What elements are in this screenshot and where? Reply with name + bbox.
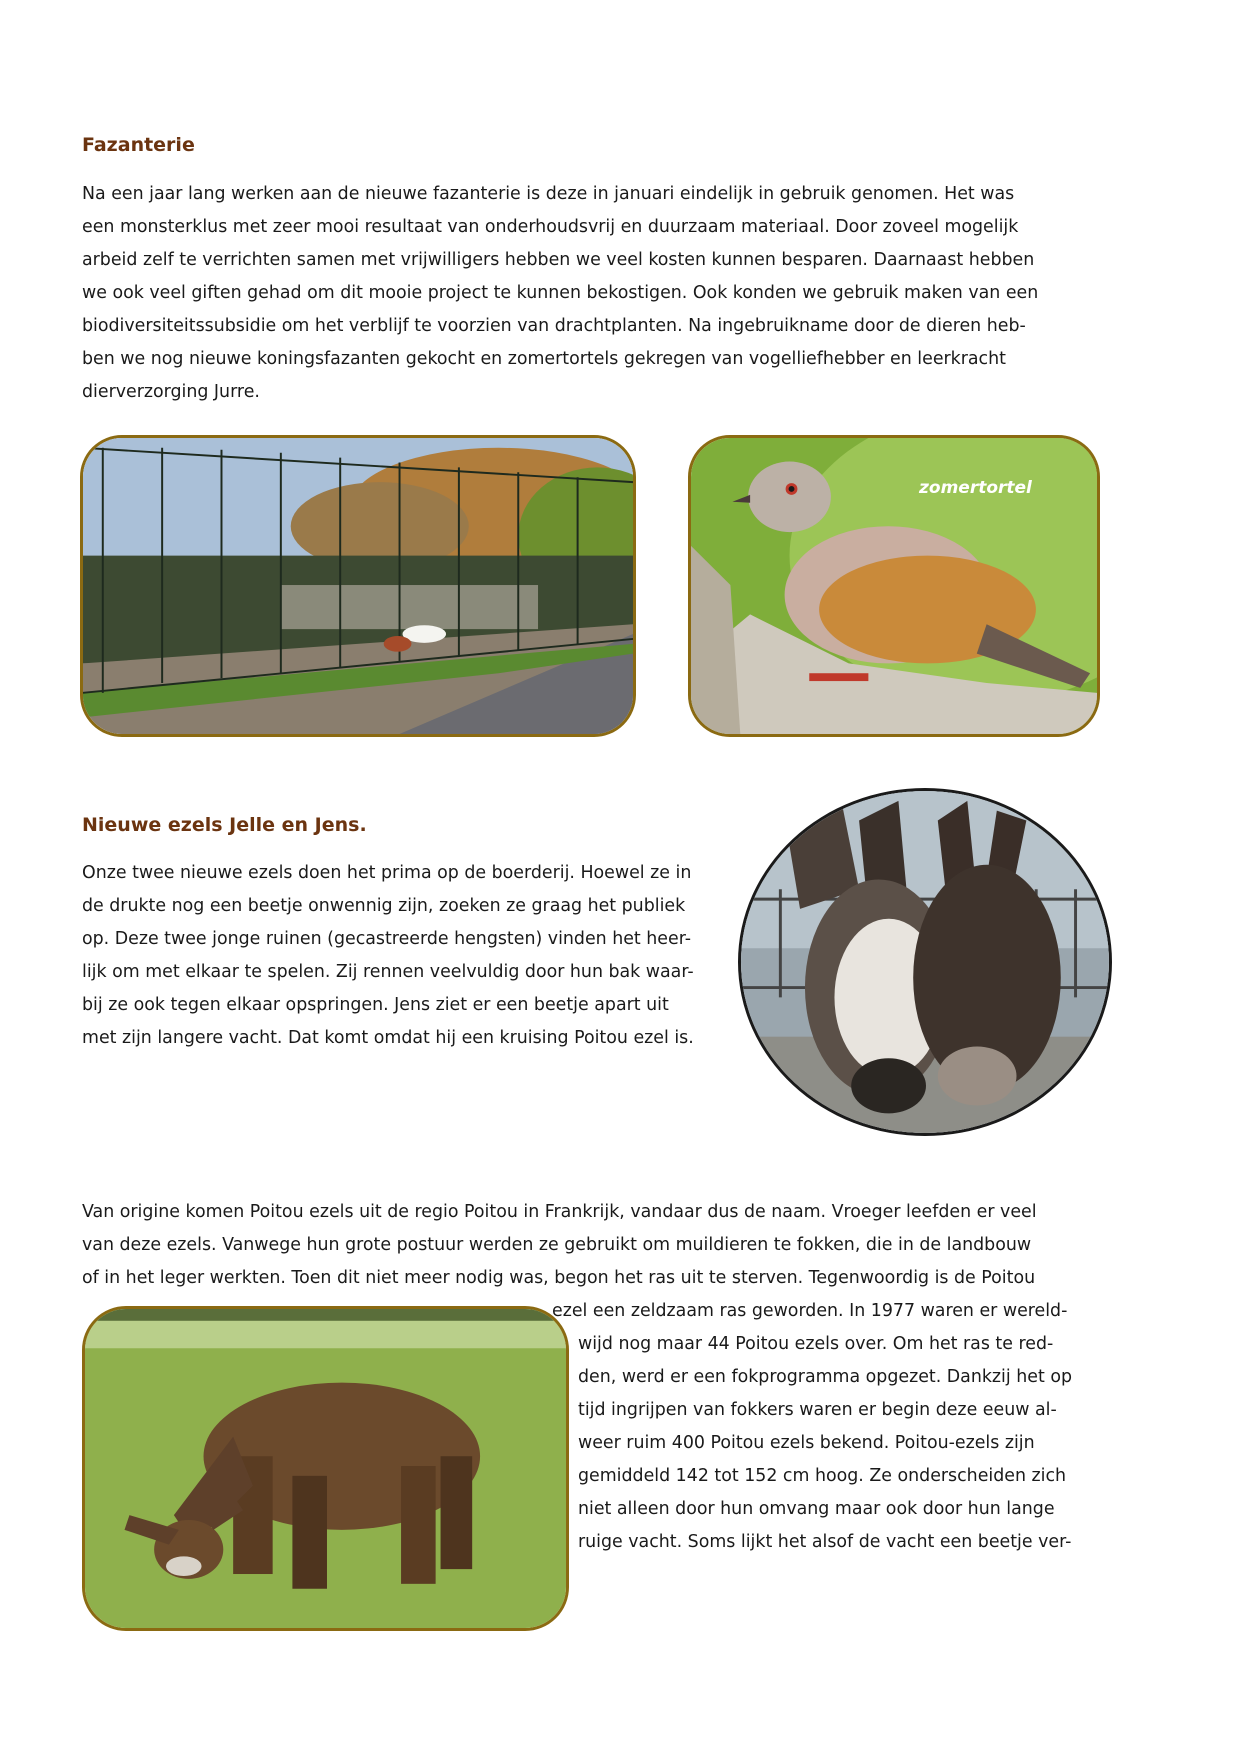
paragraph-line: of in het leger werkten. Toen dit niet meer nodig was, begon het ras uit te sterven. Tegenwoordig is de Poitou xyxy=(82,1268,1036,1288)
paragraph-line: den, werd er een fokprogramma opgezet. Dankzij het op xyxy=(578,1367,1072,1387)
paragraph-line: Van origine komen Poitou ezels uit de regio Poitou in Frankrijk, vandaar dus de naam. Vroeger leefden er veel xyxy=(82,1202,1037,1222)
paragraph-line: tijd ingrijpen van fokkers waren er begin deze eeuw al- xyxy=(578,1400,1057,1420)
paragraph-line: van deze ezels. Vanwege hun grote postuur werden ze gebruikt om muildieren te fokken, die in de landbouw xyxy=(82,1235,1032,1255)
section-title-fazanterie: Fazanterie xyxy=(82,134,195,156)
paragraph-line: bij ze ook tegen elkaar opspringen. Jens ziet er een beetje apart uit xyxy=(82,995,669,1015)
paragraph-line: wijd nog maar 44 Poitou ezels over. Om het ras te red- xyxy=(578,1334,1054,1354)
paragraph-line: arbeid zelf te verrichten samen met vrijwilligers hebben we veel kosten kunnen besparen. Daarnaast hebben xyxy=(82,250,1035,270)
donkeys-photo xyxy=(738,788,1112,1136)
paragraph-line: Onze twee nieuwe ezels doen het prima op de boerderij. Hoewel ze in xyxy=(82,863,692,883)
paragraph-line: dierverzorging Jurre. xyxy=(82,382,260,402)
paragraph-line: we ook veel giften gehad om dit mooie project te kunnen bekostigen. Ook konden we gebruik maken van een xyxy=(82,283,1039,303)
paragraph-line: de drukte nog een beetje onwennig zijn, zoeken ze graag het publiek xyxy=(82,896,686,916)
paragraph-line: biodiversiteitssubsidie om het verblijf te voorzien van drachtplanten. Na ingebruikname door de dieren heb- xyxy=(82,316,1026,336)
section-title-ezels: Nieuwe ezels Jelle en Jens. xyxy=(82,814,367,836)
paragraph-line: ezel een zeldzaam ras geworden. In 1977 waren er wereld- xyxy=(552,1301,1068,1321)
paragraph-line: ruige vacht. Soms lijkt het alsof de vacht een beetje ver- xyxy=(578,1532,1072,1552)
paragraph-line: een monsterklus met zeer mooi resultaat van onderhoudsvrij en duurzaam materiaal. Door zoveel mogelijk xyxy=(82,217,1019,237)
paragraph-line: niet alleen door hun omvang maar ook door hun lange xyxy=(578,1499,1055,1519)
paragraph-line: lijk om met elkaar te spelen. Zij rennen veelvuldig door hun bak waar- xyxy=(82,962,694,982)
paragraph-line: op. Deze twee jonge ruinen (gecastreerde hengsten) vinden het heer- xyxy=(82,929,692,949)
aviary-photo xyxy=(80,435,636,737)
paragraph-line: gemiddeld 142 tot 152 cm hoog. Ze onderscheiden zich xyxy=(578,1466,1067,1486)
turtle-dove-photo xyxy=(688,435,1100,737)
poitou-donkey-photo xyxy=(82,1306,569,1631)
paragraph-line: weer ruim 400 Poitou ezels bekend. Poitou-ezels zijn xyxy=(578,1433,1035,1453)
bird-caption: zomertortel xyxy=(919,478,1032,498)
paragraph-line: Na een jaar lang werken aan de nieuwe fazanterie is deze in januari eindelijk in gebruik genomen. Het was xyxy=(82,184,1015,204)
paragraph-line: met zijn langere vacht. Dat komt omdat hij een kruising Poitou ezel is. xyxy=(82,1028,694,1048)
paragraph-line: ben we nog nieuwe koningsfazanten gekocht en zomertortels gekregen van vogelliefhebber en leerkracht xyxy=(82,349,1006,369)
